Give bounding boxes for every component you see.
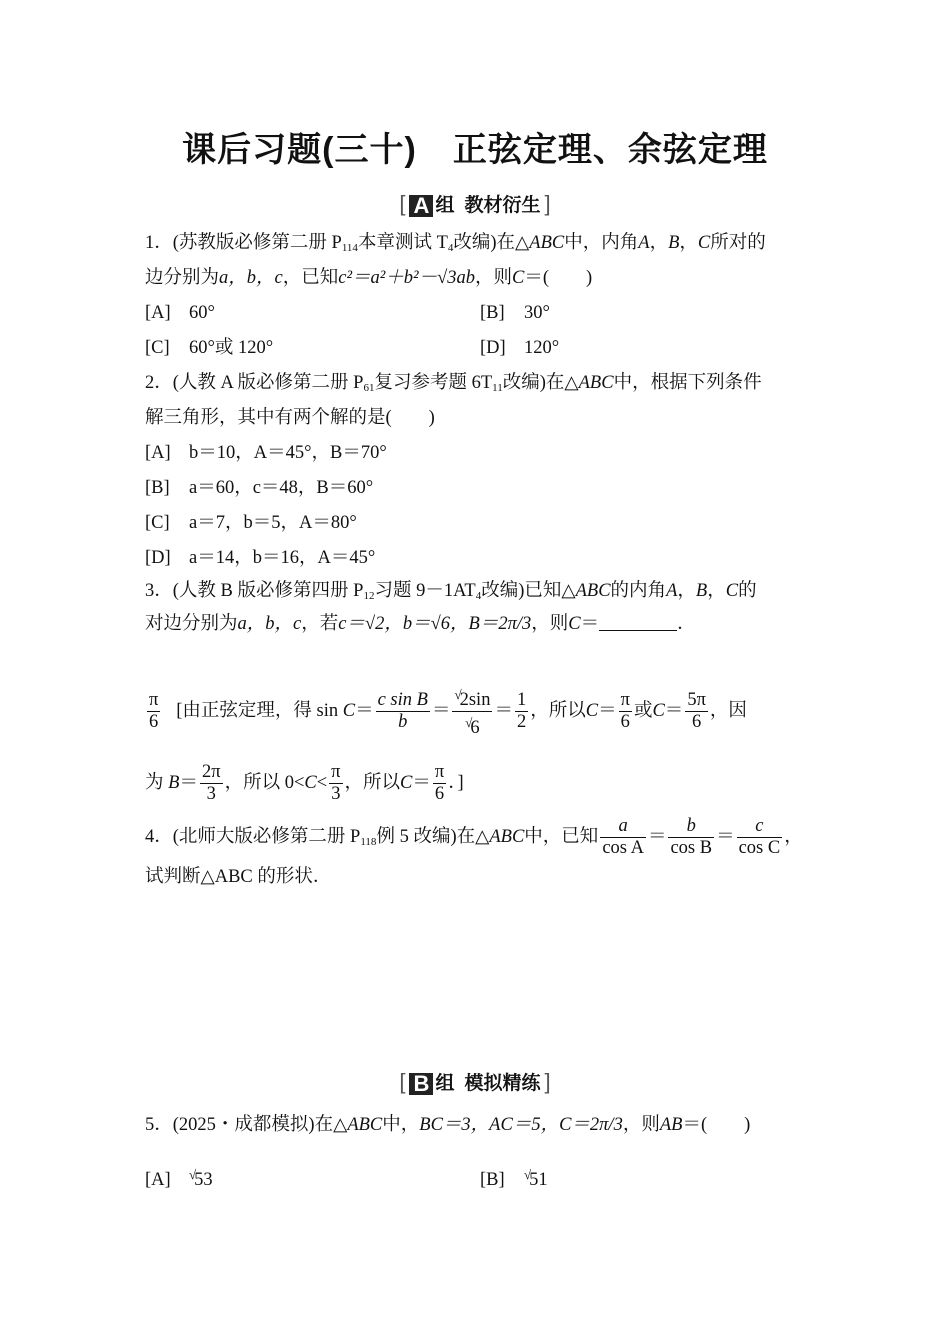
q1-line2-a: 边分别为 — [145, 268, 220, 288]
q2-source-c: 改编) — [502, 373, 546, 393]
q4-frac-b — [668, 816, 714, 859]
option-label: [B] — [480, 1170, 505, 1190]
q5-text: 在△ — [314, 1115, 348, 1135]
q4-text: 在△ — [456, 826, 490, 847]
q3-number: 3． — [145, 581, 173, 601]
q1-text-c: 所对的 — [710, 233, 766, 253]
q5-paren: ＝( ) — [682, 1115, 751, 1135]
option-text: 120° — [524, 338, 560, 358]
q1-sides: a，b，c — [219, 268, 283, 288]
q1-option-a[interactable] — [145, 302, 215, 324]
q2-number: 2． — [145, 373, 173, 393]
q3-ans2-c2: C — [400, 772, 413, 793]
q1-text-b: 中，内角 — [564, 233, 639, 253]
q3-source-sub: 12 — [363, 590, 375, 602]
q1-line2 — [145, 267, 592, 289]
q1-line2-c: ，则 — [475, 268, 513, 288]
q3-ans-c3: C — [652, 700, 665, 721]
q2-option-a[interactable] — [145, 442, 387, 464]
q3-sides: a，b，c — [237, 614, 302, 634]
q5-text-c: ，则 — [622, 1115, 660, 1135]
q2-abc: ABC — [578, 373, 614, 393]
option-text: a＝7，b＝5，A＝80° — [189, 513, 357, 533]
q1-source-sub: 114 — [341, 242, 358, 254]
q4-source-b: 例 5 改编) — [376, 826, 457, 847]
frac-num: a — [600, 816, 646, 838]
option-label: [C] — [145, 513, 170, 533]
q1-relation: c²＝a²＋b²－√3ab — [338, 268, 476, 288]
q3-line2-c: ，则 — [531, 614, 569, 634]
q2-source-sub2: 11 — [492, 382, 503, 394]
q2-option-d[interactable] — [145, 547, 375, 569]
q1-option-d[interactable] — [480, 337, 559, 359]
q3-line2: 对边分别为a，b，c，若c＝√2，b＝√6，B＝2π/3，则C＝ ． — [145, 614, 696, 634]
title-part2: 正弦定理、余弦定理 — [452, 131, 768, 169]
q3-answer2-b: ，所以 0< — [224, 772, 305, 793]
frac-den: 2 — [516, 712, 527, 732]
q4-line2: 试判断△ABC 的形状． — [145, 867, 332, 887]
option-text: 51 — [529, 1170, 548, 1190]
q3-source: (人教 B 版必修第四册 P — [172, 581, 364, 601]
frac-num: b — [668, 816, 714, 838]
q1-angle-b: B — [668, 233, 680, 253]
group-a-suffix: 组 — [435, 195, 455, 216]
q3-ans-c2: C — [585, 700, 599, 721]
q5-text-b: 中， — [382, 1115, 420, 1135]
page-title — [0, 122, 950, 171]
frac-num: π — [149, 690, 159, 710]
option-label: [A] — [145, 303, 171, 323]
option-label: [C] — [145, 338, 170, 358]
q1-line2-b: ，已知 — [282, 268, 339, 288]
q1-option-b[interactable] — [480, 302, 550, 324]
option-label: [A] — [145, 443, 171, 463]
q2-line1 — [145, 372, 762, 399]
q3-ans-pi3 — [329, 762, 342, 805]
q3-angle-b: B — [695, 581, 708, 601]
frac-den: 3 — [206, 784, 216, 804]
q3-answer-so: ，所以 — [530, 700, 586, 721]
q3-source-b: 习题 9－1AT — [374, 581, 476, 601]
group-b-letter: B — [409, 1073, 433, 1095]
q3-ans-frac-sqrt: $\frac{^√2\sin}{^√6}$ — [452, 684, 492, 739]
group-b-header: [ B 组 模拟精练 ] — [399, 1069, 551, 1096]
frac-den: 3 — [331, 784, 341, 804]
q1-line1: 1．(苏教版必修第二册 $P_{114}$本章测试 $T_4$改编)在△ABC中，内角A，B，C所对的 — [145, 233, 766, 254]
q3-ans-5pi6 — [685, 690, 708, 733]
q3-angle-a: A — [666, 581, 678, 601]
q3-line2-end: ． — [677, 614, 696, 634]
q3-source-c: 改编) — [481, 581, 525, 601]
option-text: a＝60，c＝48，B＝60° — [189, 478, 374, 498]
q4-source: (北师大版必修第二册 P — [172, 826, 361, 847]
q3-ans-frac-csinb — [376, 690, 430, 733]
q4-frac-a — [600, 816, 646, 859]
frac-num: π — [331, 762, 341, 782]
frac-num: 5π — [687, 690, 706, 710]
q1-source-c: 改编) — [453, 233, 497, 253]
option-label: [D] — [145, 548, 171, 568]
title-part1: 课后习题(三十) — [182, 131, 417, 169]
q3-c: C — [568, 614, 581, 634]
q4-number: 4． — [145, 826, 173, 847]
q3-ans-pi6-c — [433, 762, 446, 805]
q3-ans2-c: C — [304, 772, 317, 793]
q2-option-b[interactable] — [145, 477, 373, 499]
option-label: [B] — [480, 303, 505, 323]
frac-num: c sin B — [377, 690, 428, 710]
group-a-label: 教材衍生 — [464, 195, 541, 216]
q2-text-b: 中，根据下列条件 — [613, 373, 762, 393]
q3-answer-line1: $\frac{\pi}{6}$ [由正弦定理，得 sin C＝ $\frac{\text{c sin B}}{b}$ ＝ $\frac{^√2\sin}{^√6}$ ＝ $\frac{1}{2}$ ，所以C＝ $\frac{\pi}{6}$ 或C＝ $\frac{5\pi}{6}$ ，因 — [145, 684, 747, 739]
frac-den: cos B — [670, 838, 713, 858]
frac-num: 1 — [516, 690, 527, 710]
q3-answer-open: [由正弦定理，得 sin — [176, 700, 339, 721]
q1-c: C — [512, 268, 525, 288]
q3-conditions: c＝√2，b＝√6，B＝2π/3 — [338, 614, 532, 634]
q1-paren: ＝( ) — [524, 268, 593, 288]
frac-den: 6 — [434, 784, 445, 804]
q3-text: 已知△ — [524, 581, 576, 601]
option-text: b＝10，A＝45°，B＝70° — [189, 443, 387, 463]
q3-ans-2pi3 — [200, 762, 223, 805]
q3-ans-pi6 — [147, 690, 160, 733]
q3-abc: ABC — [575, 581, 611, 601]
group-b-suffix: 组 — [435, 1073, 455, 1094]
option-label: [D] — [480, 338, 506, 358]
q3-text-c: 的 — [738, 581, 757, 601]
q3-ans-c: C — [342, 700, 356, 721]
q3-source-sub2: 4 — [475, 590, 482, 602]
q1-angle-a: A — [638, 233, 650, 253]
option-text: 53 — [194, 1170, 213, 1190]
frac-num: π — [434, 762, 445, 782]
q3-line2-a: 对边分别为 — [145, 614, 238, 634]
q3-ans-b: B — [168, 772, 180, 793]
frac-den: 6 — [691, 712, 702, 732]
q2-text: 在△ — [545, 373, 579, 393]
q4-text-b: 中，已知 — [524, 826, 599, 847]
frac-num: π — [620, 690, 630, 710]
q3-answer-line2: 为 B＝ $\frac{2\pi}{3}$ ，所以 0<C< $\frac{\pi}{3}$ ，所以C＝ $\frac{\pi}{6}$ ．] — [145, 762, 464, 804]
q1-abc: ABC — [529, 233, 565, 253]
frac-den: b — [398, 712, 408, 732]
q5-line1 — [145, 1114, 750, 1136]
q5-abc: ABC — [347, 1115, 383, 1135]
group-a-letter: A — [409, 195, 433, 217]
option-text: 30° — [524, 303, 550, 323]
q5-option-b[interactable]: [B] √51 — [480, 1167, 548, 1190]
sqrt2: 2 — [459, 690, 469, 710]
sqrt6: 6 — [470, 718, 480, 738]
q3-answer2-c: ，所以 — [344, 772, 401, 793]
q2-source-sub: 61 — [363, 382, 375, 394]
q3-line2-b: ，若 — [301, 614, 339, 634]
q2-source-b: 复习参考题 6T — [374, 373, 493, 393]
frac-den: 6 — [620, 712, 630, 732]
q2-option-c[interactable] — [145, 512, 357, 534]
frac-den: cos C — [738, 838, 781, 858]
option-label: [A] — [145, 1170, 171, 1190]
sin-text: sin — [468, 690, 491, 710]
q3-ans-half — [515, 690, 528, 733]
q5-number: 5． — [145, 1115, 173, 1135]
frac-num: 2π — [201, 762, 221, 782]
option-text: a＝14，b＝16，A＝45° — [189, 548, 376, 568]
q5-option-a[interactable]: [A] √53 — [145, 1167, 213, 1190]
frac-den: 6 — [149, 712, 159, 732]
q1-option-c[interactable] — [145, 337, 273, 359]
q1-angle-c: C — [697, 233, 711, 253]
q3-line1: 3．(人教 B 版必修第四册 $P_{12}$习题 $9-1AT_4$改编)已知△ABC的内角A，B，C的 — [145, 581, 757, 602]
q5-source: (2025・成都模拟) — [172, 1115, 315, 1135]
q5-ab: AB — [659, 1115, 683, 1135]
q3-ans-pi6-b — [619, 690, 632, 733]
option-text: 60°或 120° — [189, 338, 274, 358]
q3-answer2-end: ．] — [448, 772, 464, 793]
q1-source: (苏教版必修第二册 P — [172, 233, 342, 253]
frac-num: c — [737, 816, 783, 838]
q2-line2: 解三角形，其中有两个解的是( ) — [145, 408, 435, 428]
q4-abc: ABC — [489, 826, 525, 847]
q4-frac-c — [737, 816, 783, 859]
q4-source-sub: 118 — [360, 835, 377, 848]
q3-angle-c: C — [725, 581, 739, 601]
q1-source-b: 本章测试 T — [357, 233, 448, 253]
q3-text-b: 的内角 — [610, 581, 667, 601]
q1-source-sub2: 4 — [447, 242, 454, 254]
group-a-header: [ A 组 教材衍生 ] — [399, 191, 551, 218]
option-label: [B] — [145, 478, 170, 498]
group-b-label: 模拟精练 — [464, 1073, 541, 1094]
q5-conditions: BC＝3，AC＝5，C＝2π/3 — [419, 1115, 623, 1135]
q3-answer2-a: 为 — [145, 772, 164, 793]
q3-answer-because: ，因 — [709, 700, 747, 721]
q3-answer-blank[interactable] — [599, 614, 677, 631]
q3-answer-or: 或 — [633, 700, 653, 721]
frac-den: cos A — [602, 838, 644, 858]
q2-source: (人教 A 版必修第二册 P — [172, 373, 364, 393]
q4-line1: 4．(北师大版必修第二册 $P_{118}$例 5 改编)在△ABC中，已知 $\frac{a}{\text{cos A}}$ ＝ $\frac{b}{\text{cos B}}$ ＝ $\frac{c}{\text{cos C}}$ ， — [145, 816, 803, 858]
q1-number: 1． — [145, 233, 173, 253]
option-text: 60° — [189, 303, 215, 323]
q1-text: 在△ — [496, 233, 530, 253]
